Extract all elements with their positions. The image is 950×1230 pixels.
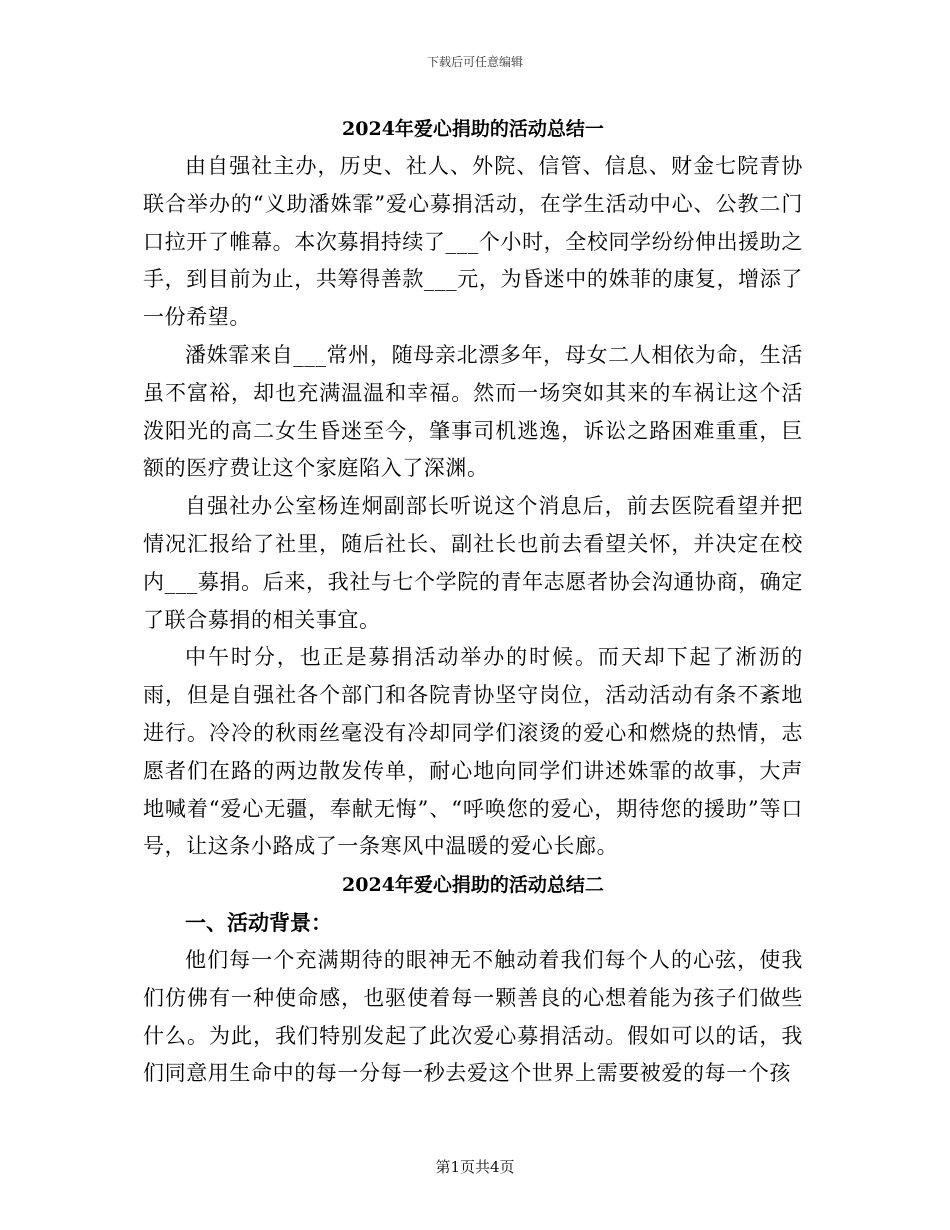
paragraph: 他们每一个充满期待的眼神无不触动着我们每个人的心弦，使我们仿佛有一种使命感，也驱使着每一颗善良的心想着能为孩子们做些什么。为此，我们特别发起了此次爱心募捐活动。假如可以的话，我们同意用生命中的每一分每一秒去爱这个世界上需要被爱的每一个孩 xyxy=(143,947,803,1086)
page-footer: 第1页共4页 xyxy=(435,1158,515,1176)
section-title-2: 2024年爱心捐助的活动总结二 xyxy=(342,874,604,897)
paragraph: 由自强社主办，历史、社人、外院、信管、信息、财金七院青协联合举办的“义助潘姝霏”爱心募捐活动，在学生活动中心、公教二门口拉开了帷幕。本次募捐持续了___个小时，全校同学纷纷伸出援助之手，到目前为止，共筹得善款___元，为昏迷中的姝菲的康复，增添了一份希望。 xyxy=(143,154,803,330)
subheading: 一、活动背景： xyxy=(185,910,332,936)
paragraph: 中午时分，也正是募捐活动举办的时候。而天却下起了淅沥的雨，但是自强社各个部门和各院青协坚守岗位，活动活动有条不紊地进行。冷冷的秋雨丝毫没有冷却同学们滚烫的爱心和燃烧的热情，志愿者们在路的两边散发传单，耐心地向同学们讲述姝霏的故事，大声地喊着“爱心无疆，奉献无悔”、“呼唤您的爱心，期待您的援助”等口号，让这条小路成了一条寒风中温暖的爱心长廊。 xyxy=(143,645,803,859)
paragraph: 自强社办公室杨连炯副部长听说这个消息后，前去医院看望并把情况汇报给了社里，随后社长、副社长也前去看望关怀，并决定在校内___募捐。后来，我社与七个学院的青年志愿者协会沟通协商，确定了联合募捐的相关事宜。 xyxy=(143,494,803,632)
document-body xyxy=(143,110,803,1093)
section-title-1: 2024年爱心捐助的活动总结一 xyxy=(342,118,604,140)
page-header: 下载后可任意编辑 xyxy=(426,55,523,69)
paragraph: 潘姝霏来自___常州，随母亲北漂多年，母女二人相依为命，生活虽不富裕，却也充满温温和幸福。然而一场突如其来的车祸让这个活泼阳光的高二女生昏迷至今，肇事司机逃逸，诉讼之路困难重重，巨额的医疗费让这个家庭陷入了深渊。 xyxy=(143,342,803,481)
